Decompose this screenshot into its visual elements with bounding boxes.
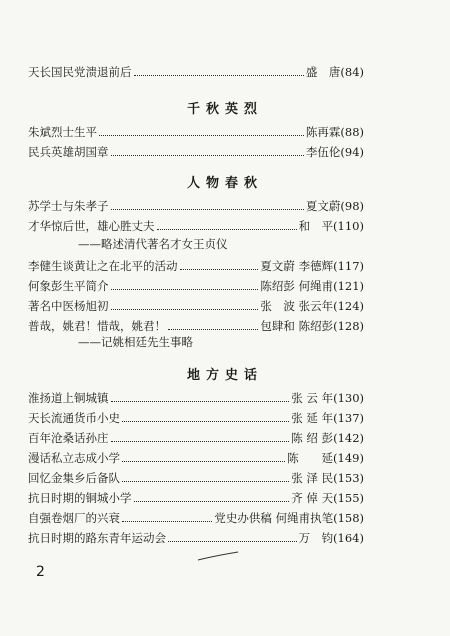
- toc-entry: [28, 408, 364, 426]
- section-heading-qianqiu: 千秋英烈: [186, 102, 263, 117]
- leader-dots: [122, 420, 289, 422]
- leader-dots: [122, 480, 289, 482]
- entry-author-page: 和 平(110): [298, 219, 364, 233]
- leader-dots: [99, 134, 304, 136]
- toc-entry: [28, 62, 364, 80]
- entry-author-page: 张 泽 民(153): [291, 471, 364, 485]
- toc-entry: [28, 196, 364, 214]
- entry-title: 自强卷烟厂的兴衰: [28, 511, 120, 525]
- entry-title: 漫话私立志成小学: [28, 451, 120, 465]
- toc-entry: [28, 508, 364, 526]
- entry-author-page: 夏文蔚(98): [305, 199, 364, 213]
- leader-dots: [111, 154, 304, 156]
- leader-dots: [134, 500, 290, 502]
- toc-entry: [28, 316, 364, 334]
- entry-author-page: 夏文蔚 李德辉(117): [260, 259, 364, 273]
- entry-title: 天长国民党溃退前后: [28, 65, 132, 79]
- toc-entry: [28, 142, 364, 160]
- entry-author-page: 党史办供稿 何绳甫执笔(158): [214, 511, 364, 525]
- toc-entry: [28, 488, 364, 506]
- section-heading-difang: 地方史话: [186, 368, 263, 383]
- entry-title: 著名中医杨旭初: [28, 299, 109, 313]
- entry-title: 淮扬道上铜城镇: [28, 391, 109, 405]
- pen-mark: [196, 550, 240, 562]
- entry-author-page: 张 云 年(130): [291, 391, 364, 405]
- leader-dots: [168, 328, 258, 330]
- leader-dots: [122, 520, 212, 522]
- leader-dots: [180, 268, 259, 270]
- entry-author-page: 陈 延(149): [287, 451, 364, 465]
- leader-dots: [134, 74, 304, 76]
- entry-author-page: 万 钧(164): [298, 531, 364, 545]
- toc-entry: [28, 468, 364, 486]
- entry-title: 抗日时期的铜城小学: [28, 491, 132, 505]
- toc-entry: [28, 428, 364, 446]
- entry-title: 天长流通货币小史: [28, 411, 120, 425]
- section-heading-renwu: 人物春秋: [186, 176, 263, 191]
- toc-entry: [28, 388, 364, 406]
- leader-dots: [111, 288, 259, 290]
- entry-subtitle: ——记姚相廷先生事略: [78, 335, 193, 349]
- toc-entry: [28, 448, 364, 466]
- entry-subtitle: ——略述清代著名才女王贞仪: [78, 237, 228, 251]
- entry-title: 朱斌烈士生平: [28, 125, 97, 139]
- leader-dots: [111, 400, 290, 402]
- entry-author-page: 张 波 张云年(124): [260, 299, 364, 313]
- entry-title: 普哉，姚君！惜哉，姚君！: [28, 319, 166, 333]
- leader-dots: [122, 460, 285, 462]
- leader-dots: [111, 440, 290, 442]
- leader-dots: [111, 208, 304, 210]
- entry-title: 民兵英雄胡国章: [28, 145, 109, 159]
- entry-author-page: 张 延 年(137): [291, 411, 364, 425]
- entry-author-page: 陈 绍 彭(142): [291, 431, 364, 445]
- entry-author-page: 包肆和 陈绍彭(128): [260, 319, 364, 333]
- entry-title: 抗日时期的路东青年运动会: [28, 531, 166, 545]
- toc-entry: [28, 256, 364, 274]
- toc-entry: [28, 296, 364, 314]
- entry-title: 才华惊后世，雄心胜丈夫: [28, 219, 155, 233]
- entry-title: 回忆金集乡后备队: [28, 471, 120, 485]
- entry-author-page: 陈再霖(88): [305, 125, 364, 139]
- entry-title: 何象彭生平简介: [28, 279, 109, 293]
- page-number: 2: [36, 564, 45, 580]
- leader-dots: [168, 540, 297, 542]
- entry-author-page: 李伍伦(94): [305, 145, 364, 159]
- leader-dots: [157, 228, 297, 230]
- toc-entry: [28, 216, 364, 234]
- entry-author-page: 陈绍彭 何绳甫(121): [260, 279, 364, 293]
- toc-entry: [28, 528, 364, 546]
- entry-title: 李健生谈黄让之在北平的活动: [28, 259, 178, 273]
- entry-author-page: 齐 倬 天(155): [291, 491, 364, 505]
- leader-dots: [111, 308, 259, 310]
- toc-entry: [28, 122, 364, 140]
- entry-title: 百年沧桑话孙庄: [28, 431, 109, 445]
- entry-author-page: 盛 唐(84): [305, 65, 364, 79]
- toc-entry: [28, 276, 364, 294]
- entry-title: 苏学士与朱孝子: [28, 199, 109, 213]
